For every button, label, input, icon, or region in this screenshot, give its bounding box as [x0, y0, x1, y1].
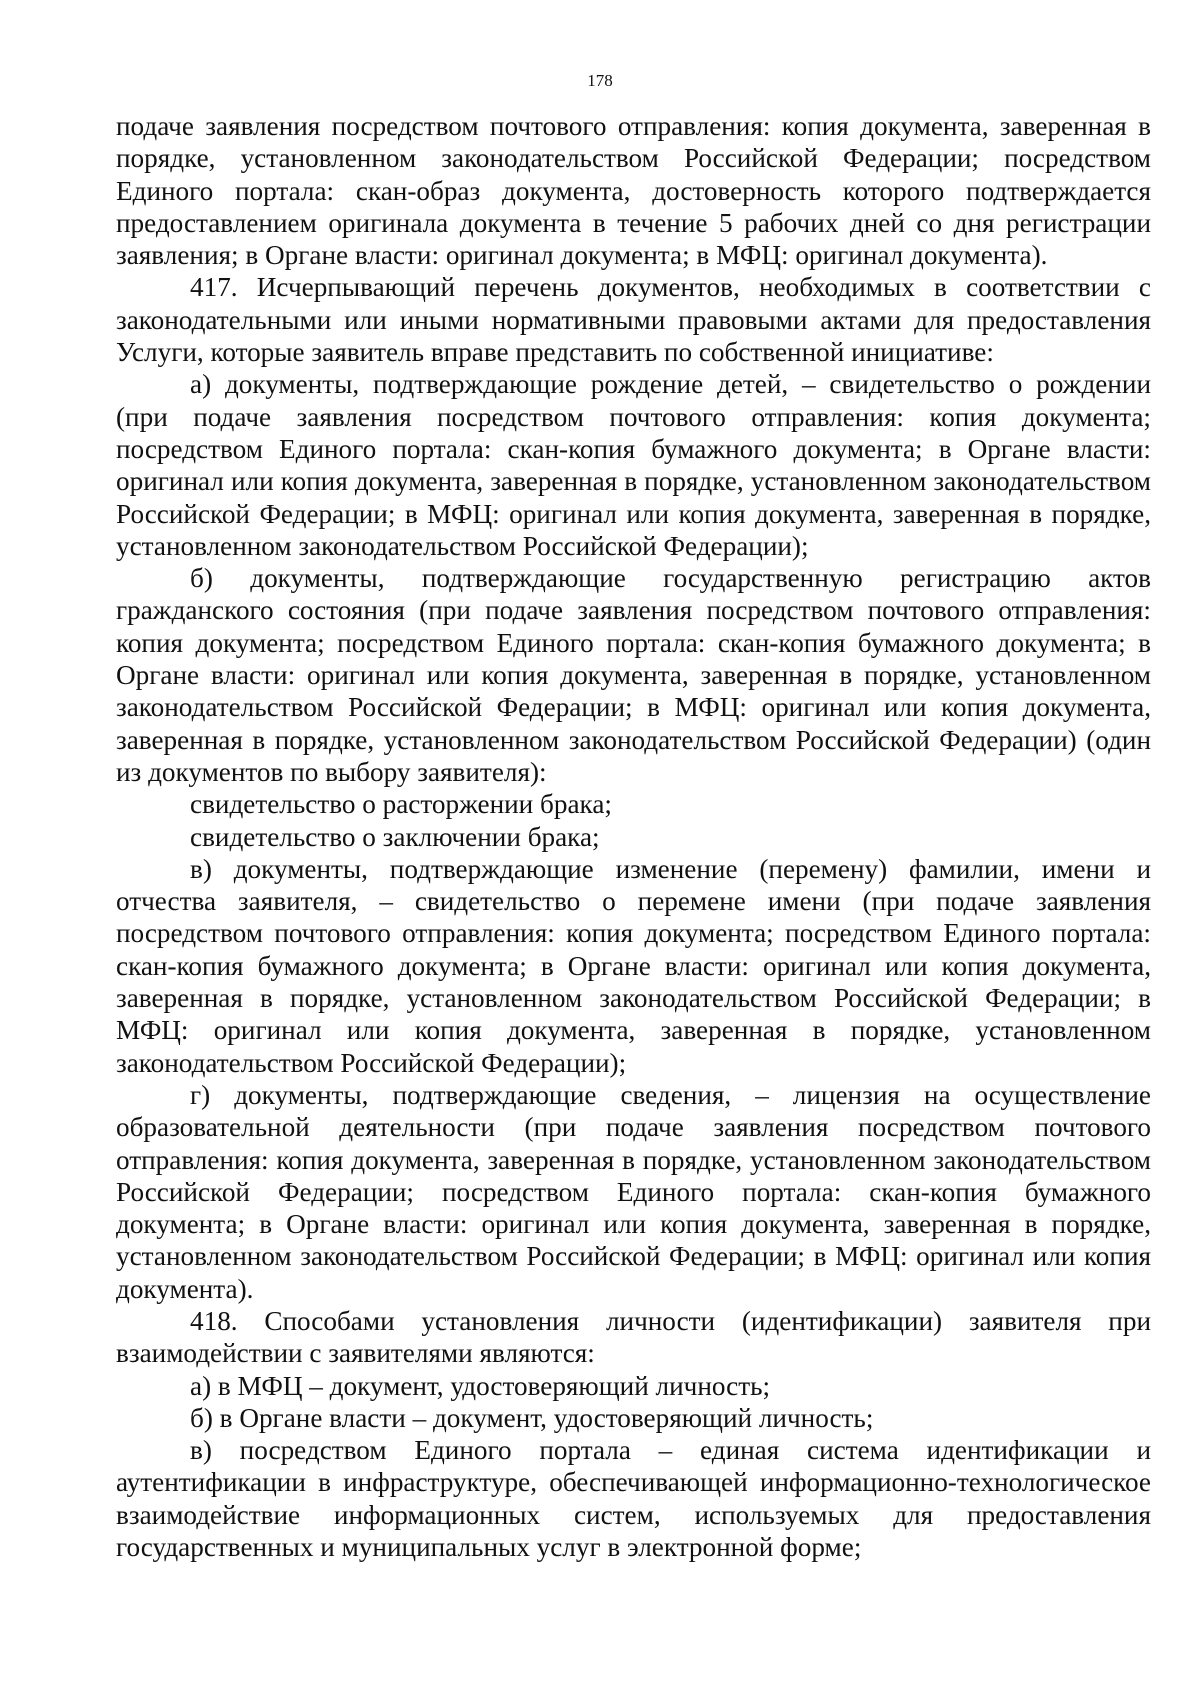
- page-number: 178: [587, 71, 613, 90]
- document-body: [116, 110, 1151, 1563]
- paragraph-418-a: а) в МФЦ – документ, удостоверяющий личность;: [190, 1370, 771, 1401]
- paragraph-418: 418. Способами установления личности (идентификации) заявителя при взаимодействии с заявителями являются:: [116, 1305, 1151, 1369]
- list-item-divorce-certificate: свидетельство о расторжении брака;: [190, 789, 612, 820]
- paragraph-417-a: а) документы, подтверждающие рождение детей, – свидетельство о рождении (при подаче заявления посредством почтового отправления: копия документа; посредством Единого портала: скан-копия бумажного документа; в Органе власти: оригинал или копия документа, заверенная в порядке, установленном законодательством Российской Федерации; в МФЦ: оригинал или копия документа, заверенная в порядке, установленном законодательством Российской Федерации);: [116, 369, 1151, 561]
- list-item-marriage-certificate: свидетельство о заключении брака;: [190, 821, 600, 852]
- paragraph-417: 417. Исчерпывающий перечень документов, необходимых в соответствии с законодательными или иными нормативными правовыми актами для предоставления Услуги, которые заявитель вправе представить по собственной инициативе:: [116, 272, 1151, 368]
- paragraph-continuation: подаче заявления посредством почтового отправления: копия документа, заверенная в порядке, установленном законодательством Российской Федерации; посредством Единого портала: скан-образ документа, достоверность которого подтверждается предоставлением оригинала документа в течение 5 рабочих дней со дня регистрации заявления; в Органе власти: оригинал документа; в МФЦ: оригинал документа).: [116, 111, 1151, 271]
- paragraph-417-b: б) документы, подтверждающие государственную регистрацию актов гражданского состояния (при подаче заявления посредством почтового отправления: копия документа; посредством Единого портала: скан-копия бумажного документа; в Органе власти: оригинал или копия документа, заверенная в порядке, установленном законодательством Российской Федерации; в МФЦ: оригинал или копия документа, заверенная в порядке, установленном законодательством Российской Федерации) (один из документов по выбору заявителя):: [116, 563, 1151, 787]
- paragraph-418-v: в) посредством Единого портала – единая система идентификации и аутентификации в инфраструктуре, обеспечивающей информационно-технологическое взаимодействие информационных систем, используемых для предоставления государственных и муниципальных услуг в электронной форме;: [116, 1435, 1151, 1563]
- paragraph-417-v: в) документы, подтверждающие изменение (перемену) фамилии, имени и отчества заявителя, – свидетельство о перемене имени (при подаче заявления посредством почтового отправления: копия документа; посредством Единого портала: скан-копия бумажного документа; в Органе власти: оригинал или копия документа, заверенная в порядке, установленном законодательством Российской Федерации; в МФЦ: оригинал или копия документа, заверенная в порядке, установленном законодательством Российской Федерации);: [116, 853, 1151, 1078]
- paragraph-418-b: б) в Органе власти – документ, удостоверяющий личность;: [190, 1402, 874, 1433]
- paragraph-417-g: г) документы, подтверждающие сведения, – лицензия на осуществление образовательной деятельности (при подаче заявления посредством почтового отправления: копия документа, заверенная в порядке, установленном законодательством Российской Федерации; посредством Единого портала: скан-копия бумажного документа; в Органе власти: оригинал или копия документа, заверенная в порядке, установленном законодательством Российской Федерации; в МФЦ: оригинал или копия документа).: [116, 1079, 1151, 1304]
